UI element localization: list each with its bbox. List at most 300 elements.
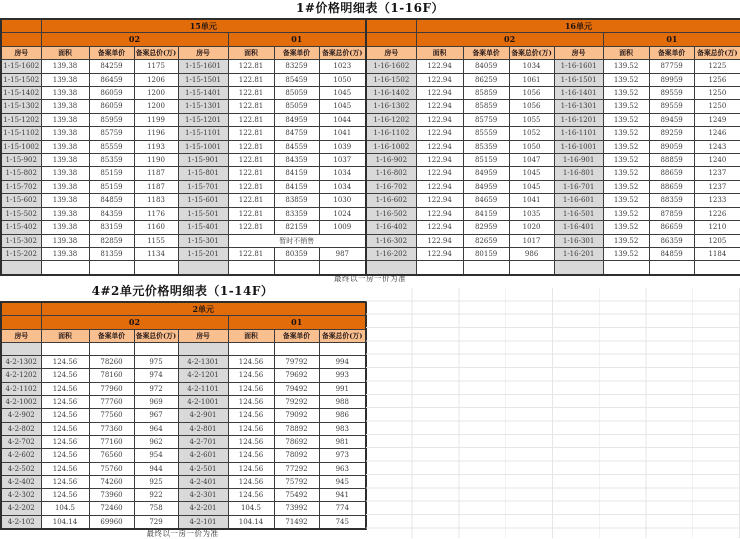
data-cell[interactable]: 1250	[694, 87, 740, 100]
data-cell[interactable]: 124.56	[228, 409, 274, 422]
data-cell[interactable]: 88659	[649, 180, 694, 193]
data-cell[interactable]: 972	[134, 382, 178, 395]
data-cell[interactable]: 139.38	[41, 113, 89, 126]
data-cell[interactable]: 1044	[319, 113, 366, 126]
data-cell[interactable]: 86659	[649, 221, 694, 234]
data-cell[interactable]: 122.81	[228, 127, 274, 140]
data-cell[interactable]: 1134	[134, 247, 178, 260]
data-cell[interactable]: 84359	[274, 154, 319, 167]
data-cell[interactable]: 1256	[694, 73, 740, 86]
data-cell[interactable]: 74260	[89, 475, 134, 488]
room-cell[interactable]: 1-16-1202	[366, 113, 416, 126]
group-band-corner[interactable]	[1, 316, 41, 329]
data-cell[interactable]: 986	[509, 247, 554, 260]
data-cell[interactable]: 1233	[694, 194, 740, 207]
data-cell[interactable]: 77160	[89, 435, 134, 448]
room-cell[interactable]: 1-15-1102	[1, 127, 41, 140]
data-cell[interactable]: 1017	[509, 234, 554, 247]
data-cell[interactable]: 78092	[274, 449, 319, 462]
column-header[interactable]: 房号	[178, 46, 228, 59]
column-header[interactable]: 房号	[366, 46, 416, 59]
data-cell[interactable]: 86059	[89, 87, 134, 100]
data-cell[interactable]: 139.38	[41, 234, 89, 247]
data-cell[interactable]: 945	[319, 475, 366, 488]
data-cell[interactable]: 139.52	[603, 247, 649, 260]
data-cell[interactable]: 139.38	[41, 221, 89, 234]
room-cell[interactable]: 1-15-202	[1, 247, 41, 260]
data-cell[interactable]: 988	[319, 396, 366, 409]
data-cell[interactable]: 124.56	[228, 369, 274, 382]
room-cell[interactable]	[1, 342, 41, 355]
room-cell[interactable]: 1-16-702	[366, 180, 416, 193]
data-cell[interactable]: 88659	[649, 167, 694, 180]
data-cell[interactable]: 1045	[509, 167, 554, 180]
room-cell[interactable]: 4-2-1301	[178, 356, 228, 369]
data-cell[interactable]: 86459	[89, 73, 134, 86]
data-cell[interactable]: 78160	[89, 369, 134, 382]
room-cell[interactable]: 1-15-1402	[1, 87, 41, 100]
room-cell[interactable]: 1-16-1602	[366, 60, 416, 73]
data-cell[interactable]: 87759	[649, 60, 694, 73]
data-cell[interactable]: 81359	[89, 247, 134, 260]
group-band-label[interactable]: 01	[228, 33, 366, 46]
room-cell[interactable]: 1-15-702	[1, 180, 41, 193]
data-cell[interactable]: 1041	[509, 194, 554, 207]
room-cell[interactable]: 1-16-202	[366, 247, 416, 260]
column-header[interactable]: 房号	[1, 46, 41, 59]
room-cell[interactable]: 1-16-901	[554, 154, 603, 167]
room-cell[interactable]: 1-15-1601	[178, 60, 228, 73]
data-cell[interactable]: 1199	[134, 113, 178, 126]
data-cell[interactable]: 1050	[509, 140, 554, 153]
data-cell[interactable]: 77760	[89, 396, 134, 409]
data-cell[interactable]: 1237	[694, 167, 740, 180]
data-cell[interactable]: 954	[134, 449, 178, 462]
data-cell[interactable]: 122.81	[228, 167, 274, 180]
data-cell[interactable]: 1041	[319, 127, 366, 140]
column-header[interactable]: 面积	[228, 329, 274, 342]
room-cell[interactable]: 4-2-402	[1, 475, 41, 488]
data-cell[interactable]: 983	[319, 422, 366, 435]
data-cell[interactable]: 124.56	[41, 435, 89, 448]
unit-band-label[interactable]: 2单元	[41, 302, 366, 316]
room-cell[interactable]: 1-15-302	[1, 234, 41, 247]
data-cell[interactable]: 87859	[649, 207, 694, 220]
data-cell[interactable]: 122.81	[228, 87, 274, 100]
unit-band-corner[interactable]	[366, 19, 416, 33]
group-band-corner[interactable]	[366, 33, 416, 46]
column-header[interactable]: 备案单价	[274, 329, 319, 342]
data-cell[interactable]: 1160	[134, 221, 178, 234]
room-cell[interactable]: 1-15-502	[1, 207, 41, 220]
column-header[interactable]: 备案总价(万)	[134, 329, 178, 342]
column-header[interactable]: 房号	[1, 329, 41, 342]
data-cell[interactable]: 84959	[274, 113, 319, 126]
data-cell[interactable]: 124.56	[41, 422, 89, 435]
data-cell[interactable]: 139.52	[603, 113, 649, 126]
room-cell[interactable]: 1-16-1401	[554, 87, 603, 100]
data-cell[interactable]: 85159	[89, 180, 134, 193]
data-cell[interactable]: 981	[319, 435, 366, 448]
data-cell[interactable]: 84059	[463, 60, 509, 73]
data-cell[interactable]: 122.81	[228, 207, 274, 220]
data-cell[interactable]: 1200	[134, 100, 178, 113]
room-cell[interactable]: 1-16-402	[366, 221, 416, 234]
room-cell[interactable]: 1-16-1302	[366, 100, 416, 113]
column-header[interactable]: 备案总价(万)	[319, 329, 366, 342]
column-header[interactable]: 备案总价(万)	[319, 46, 366, 59]
not-for-sale-cell[interactable]: 暂时不销售	[228, 234, 366, 247]
data-cell[interactable]: 75792	[274, 475, 319, 488]
data-cell[interactable]: 1210	[694, 221, 740, 234]
data-cell[interactable]: 85859	[463, 100, 509, 113]
data-cell[interactable]: 85059	[274, 87, 319, 100]
data-cell[interactable]: 139.52	[603, 154, 649, 167]
data-cell[interactable]: 89959	[649, 73, 694, 86]
group-band-label[interactable]: 01	[603, 33, 740, 46]
room-cell[interactable]: 4-2-701	[178, 435, 228, 448]
data-cell[interactable]: 124.56	[228, 475, 274, 488]
data-cell[interactable]: 73960	[89, 489, 134, 502]
data-cell[interactable]: 1175	[134, 60, 178, 73]
data-cell[interactable]: 1250	[694, 100, 740, 113]
room-cell[interactable]: 1-15-902	[1, 154, 41, 167]
data-cell[interactable]: 1240	[694, 154, 740, 167]
room-cell[interactable]: 1-15-1002	[1, 140, 41, 153]
data-cell[interactable]: 139.52	[603, 180, 649, 193]
data-cell[interactable]: 84159	[463, 207, 509, 220]
room-cell[interactable]: 4-2-1002	[1, 396, 41, 409]
room-cell[interactable]: 1-16-1102	[366, 127, 416, 140]
data-cell[interactable]: 139.38	[41, 207, 89, 220]
column-header[interactable]: 面积	[41, 46, 89, 59]
room-cell[interactable]: 1-15-1302	[1, 100, 41, 113]
room-cell[interactable]: 1-16-502	[366, 207, 416, 220]
room-cell[interactable]: 4-2-1201	[178, 369, 228, 382]
data-cell[interactable]: 82659	[463, 234, 509, 247]
room-cell[interactable]: 4-2-401	[178, 475, 228, 488]
data-cell[interactable]: 122.94	[416, 167, 463, 180]
room-cell[interactable]: 4-2-1302	[1, 356, 41, 369]
data-cell[interactable]: 85759	[463, 113, 509, 126]
data-cell[interactable]: 139.38	[41, 167, 89, 180]
data-cell[interactable]: 139.38	[41, 247, 89, 260]
data-cell[interactable]: 79792	[274, 356, 319, 369]
data-cell[interactable]: 122.94	[416, 154, 463, 167]
data-cell[interactable]: 122.94	[416, 113, 463, 126]
data-cell[interactable]: 122.81	[228, 60, 274, 73]
data-cell[interactable]: 84859	[89, 194, 134, 207]
data-cell[interactable]: 1045	[509, 180, 554, 193]
group-band-label[interactable]: 01	[228, 316, 366, 329]
room-cell[interactable]: 4-2-101	[178, 515, 228, 529]
data-cell[interactable]: 78892	[274, 422, 319, 435]
room-cell[interactable]: 4-2-1102	[1, 382, 41, 395]
room-cell[interactable]: 1-15-1602	[1, 60, 41, 73]
data-cell[interactable]: 122.94	[416, 87, 463, 100]
data-cell[interactable]: 986	[319, 409, 366, 422]
data-cell[interactable]: 69960	[89, 515, 134, 529]
data-cell[interactable]: 124.56	[228, 489, 274, 502]
data-cell[interactable]: 1034	[319, 180, 366, 193]
data-cell[interactable]: 122.81	[228, 100, 274, 113]
data-cell[interactable]: 993	[319, 369, 366, 382]
data-cell[interactable]: 122.94	[416, 180, 463, 193]
data-cell[interactable]: 79692	[274, 369, 319, 382]
data-cell[interactable]: 1226	[694, 207, 740, 220]
room-cell[interactable]: 4-2-202	[1, 502, 41, 515]
data-cell[interactable]: 1176	[134, 207, 178, 220]
group-band-label[interactable]: 02	[416, 33, 603, 46]
data-cell[interactable]: 85559	[89, 140, 134, 153]
column-header[interactable]: 备案总价(万)	[134, 46, 178, 59]
data-cell[interactable]: 1034	[319, 167, 366, 180]
data-cell[interactable]: 122.94	[416, 247, 463, 260]
data-cell[interactable]: 1056	[509, 100, 554, 113]
room-cell[interactable]: 1-16-602	[366, 194, 416, 207]
data-cell[interactable]: 85459	[274, 73, 319, 86]
data-cell[interactable]: 89559	[649, 87, 694, 100]
room-cell[interactable]: 1-15-901	[178, 154, 228, 167]
room-cell[interactable]: 1-15-1501	[178, 73, 228, 86]
data-cell[interactable]: 991	[319, 382, 366, 395]
column-header[interactable]: 面积	[228, 46, 274, 59]
data-cell[interactable]: 122.94	[416, 60, 463, 73]
data-cell[interactable]: 85159	[463, 154, 509, 167]
column-header[interactable]: 房号	[178, 329, 228, 342]
room-cell[interactable]: 4-2-102	[1, 515, 41, 529]
data-cell[interactable]: 139.38	[41, 87, 89, 100]
data-cell[interactable]: 84359	[89, 207, 134, 220]
data-cell[interactable]: 122.81	[228, 221, 274, 234]
data-cell[interactable]: 86059	[89, 100, 134, 113]
data-cell[interactable]: 83859	[274, 194, 319, 207]
data-cell[interactable]: 122.94	[416, 127, 463, 140]
data-cell[interactable]: 85559	[463, 127, 509, 140]
room-cell[interactable]: 1-16-302	[366, 234, 416, 247]
data-cell[interactable]: 925	[134, 475, 178, 488]
data-cell[interactable]: 139.52	[603, 167, 649, 180]
data-cell[interactable]: 1246	[694, 127, 740, 140]
room-cell[interactable]: 1-15-201	[178, 247, 228, 260]
data-cell[interactable]: 76560	[89, 449, 134, 462]
data-cell[interactable]: 124.56	[228, 382, 274, 395]
data-cell[interactable]: 1193	[134, 140, 178, 153]
data-cell[interactable]: 124.56	[228, 422, 274, 435]
data-cell[interactable]: 77560	[89, 409, 134, 422]
data-cell[interactable]: 84559	[274, 140, 319, 153]
data-cell[interactable]: 139.52	[603, 234, 649, 247]
data-cell[interactable]: 80159	[463, 247, 509, 260]
data-cell[interactable]: 1205	[694, 234, 740, 247]
room-cell[interactable]: 1-15-1001	[178, 140, 228, 153]
data-cell[interactable]: 139.52	[603, 127, 649, 140]
data-cell[interactable]: 84959	[463, 167, 509, 180]
room-cell[interactable]: 1-16-1001	[554, 140, 603, 153]
room-cell[interactable]: 1-15-401	[178, 221, 228, 234]
data-cell[interactable]: 1050	[319, 73, 366, 86]
data-cell[interactable]: 78692	[274, 435, 319, 448]
data-cell[interactable]: 71492	[274, 515, 319, 529]
room-cell[interactable]	[178, 342, 228, 355]
data-cell[interactable]	[274, 342, 319, 355]
data-cell[interactable]: 1045	[319, 100, 366, 113]
room-cell[interactable]: 4-2-801	[178, 422, 228, 435]
group-band-label[interactable]: 02	[41, 316, 228, 329]
data-cell[interactable]: 758	[134, 502, 178, 515]
room-cell[interactable]: 1-16-1601	[554, 60, 603, 73]
data-cell[interactable]: 124.56	[41, 396, 89, 409]
column-header[interactable]: 面积	[41, 329, 89, 342]
data-cell[interactable]: 964	[134, 422, 178, 435]
data-cell[interactable]: 1056	[509, 87, 554, 100]
column-header[interactable]: 房号	[554, 46, 603, 59]
data-cell[interactable]: 122.94	[416, 100, 463, 113]
data-cell[interactable]: 1249	[694, 113, 740, 126]
data-cell[interactable]: 124.56	[41, 382, 89, 395]
data-cell[interactable]: 83159	[89, 221, 134, 234]
data-cell[interactable]: 139.38	[41, 194, 89, 207]
data-cell[interactable]: 139.38	[41, 180, 89, 193]
room-cell[interactable]: 1-16-501	[554, 207, 603, 220]
column-header[interactable]: 面积	[416, 46, 463, 59]
data-cell[interactable]: 122.81	[228, 194, 274, 207]
data-cell[interactable]: 974	[134, 369, 178, 382]
data-cell[interactable]: 75492	[274, 489, 319, 502]
room-cell[interactable]: 4-2-601	[178, 449, 228, 462]
data-cell[interactable]: 944	[134, 462, 178, 475]
data-cell[interactable]: 84159	[274, 180, 319, 193]
room-cell[interactable]: 1-16-601	[554, 194, 603, 207]
data-cell[interactable]: 84859	[649, 247, 694, 260]
column-header[interactable]: 备案单价	[463, 46, 509, 59]
data-cell[interactable]: 85059	[274, 100, 319, 113]
data-cell[interactable]: 139.52	[603, 140, 649, 153]
column-header[interactable]: 备案单价	[89, 46, 134, 59]
data-cell[interactable]: 1024	[319, 207, 366, 220]
data-cell[interactable]: 104.14	[41, 515, 89, 529]
column-header[interactable]: 备案总价(万)	[509, 46, 554, 59]
data-cell[interactable]: 1039	[319, 140, 366, 153]
data-cell[interactable]: 122.81	[228, 180, 274, 193]
data-cell[interactable]: 139.52	[603, 60, 649, 73]
room-cell[interactable]: 4-2-302	[1, 489, 41, 502]
room-cell[interactable]: 1-15-1101	[178, 127, 228, 140]
data-cell[interactable]: 124.56	[41, 356, 89, 369]
room-cell[interactable]: 4-2-1001	[178, 396, 228, 409]
data-cell[interactable]: 122.81	[228, 73, 274, 86]
data-cell[interactable]: 77292	[274, 462, 319, 475]
data-cell[interactable]: 139.38	[41, 60, 89, 73]
data-cell[interactable]: 1237	[694, 180, 740, 193]
room-cell[interactable]: 1-16-201	[554, 247, 603, 260]
data-cell[interactable]: 84659	[463, 194, 509, 207]
room-cell[interactable]: 1-15-402	[1, 221, 41, 234]
data-cell[interactable]: 84259	[89, 60, 134, 73]
column-header[interactable]: 备案单价	[89, 329, 134, 342]
data-cell[interactable]: 124.56	[228, 462, 274, 475]
data-cell[interactable]: 1243	[694, 140, 740, 153]
data-cell[interactable]: 139.52	[603, 221, 649, 234]
room-cell[interactable]: 4-2-702	[1, 435, 41, 448]
room-cell[interactable]: 1-15-601	[178, 194, 228, 207]
data-cell[interactable]: 1183	[134, 194, 178, 207]
data-cell[interactable]: 973	[319, 449, 366, 462]
data-cell[interactable]: 1187	[134, 167, 178, 180]
data-cell[interactable]: 124.56	[228, 396, 274, 409]
column-header[interactable]: 备案总价(万)	[694, 46, 740, 59]
data-cell[interactable]: 1155	[134, 234, 178, 247]
column-header[interactable]: 备案单价	[649, 46, 694, 59]
room-cell[interactable]: 4-2-901	[178, 409, 228, 422]
data-cell[interactable]: 122.81	[228, 154, 274, 167]
room-cell[interactable]: 1-15-1502	[1, 73, 41, 86]
data-cell[interactable]: 72460	[89, 502, 134, 515]
room-cell[interactable]: 1-16-1301	[554, 100, 603, 113]
data-cell[interactable]: 78260	[89, 356, 134, 369]
data-cell[interactable]: 1035	[509, 207, 554, 220]
data-cell[interactable]: 75760	[89, 462, 134, 475]
room-cell[interactable]: 1-16-1101	[554, 127, 603, 140]
data-cell[interactable]: 73992	[274, 502, 319, 515]
room-cell[interactable]: 4-2-301	[178, 489, 228, 502]
data-cell[interactable]: 962	[134, 435, 178, 448]
data-cell[interactable]: 77960	[89, 382, 134, 395]
data-cell[interactable]: 922	[134, 489, 178, 502]
room-cell[interactable]: 1-16-301	[554, 234, 603, 247]
data-cell[interactable]	[41, 342, 89, 355]
room-cell[interactable]: 1-16-902	[366, 154, 416, 167]
data-cell[interactable]: 124.56	[228, 435, 274, 448]
room-cell[interactable]: 4-2-501	[178, 462, 228, 475]
data-cell[interactable]: 139.38	[41, 73, 89, 86]
data-cell[interactable]: 139.52	[603, 87, 649, 100]
room-cell[interactable]: 1-15-501	[178, 207, 228, 220]
room-cell[interactable]: 1-15-1202	[1, 113, 41, 126]
data-cell[interactable]: 86359	[649, 234, 694, 247]
data-cell[interactable]: 79092	[274, 409, 319, 422]
data-cell[interactable]: 987	[319, 247, 366, 260]
room-cell[interactable]: 4-2-1101	[178, 382, 228, 395]
room-cell[interactable]: 1-16-1002	[366, 140, 416, 153]
room-cell[interactable]: 1-16-802	[366, 167, 416, 180]
data-cell[interactable]: 124.56	[41, 475, 89, 488]
data-cell[interactable]: 85359	[463, 140, 509, 153]
data-cell[interactable]: 122.81	[228, 113, 274, 126]
data-cell[interactable]: 89259	[649, 127, 694, 140]
room-cell[interactable]: 1-15-701	[178, 180, 228, 193]
column-header[interactable]: 备案单价	[274, 46, 319, 59]
data-cell[interactable]: 1200	[134, 87, 178, 100]
data-cell[interactable]: 79292	[274, 396, 319, 409]
data-cell[interactable]: 994	[319, 356, 366, 369]
data-cell[interactable]: 124.56	[41, 489, 89, 502]
data-cell[interactable]: 122.81	[228, 140, 274, 153]
data-cell[interactable]: 83359	[274, 207, 319, 220]
room-cell[interactable]: 1-15-1301	[178, 100, 228, 113]
column-header[interactable]: 面积	[603, 46, 649, 59]
data-cell[interactable]: 80359	[274, 247, 319, 260]
data-cell[interactable]: 122.94	[416, 207, 463, 220]
data-cell[interactable]: 1020	[509, 221, 554, 234]
data-cell[interactable]: 124.56	[41, 369, 89, 382]
data-cell[interactable]: 975	[134, 356, 178, 369]
data-cell[interactable]: 86259	[463, 73, 509, 86]
data-cell[interactable]: 139.52	[603, 194, 649, 207]
data-cell[interactable]: 82859	[89, 234, 134, 247]
data-cell[interactable]: 85159	[89, 167, 134, 180]
data-cell[interactable]: 1206	[134, 73, 178, 86]
